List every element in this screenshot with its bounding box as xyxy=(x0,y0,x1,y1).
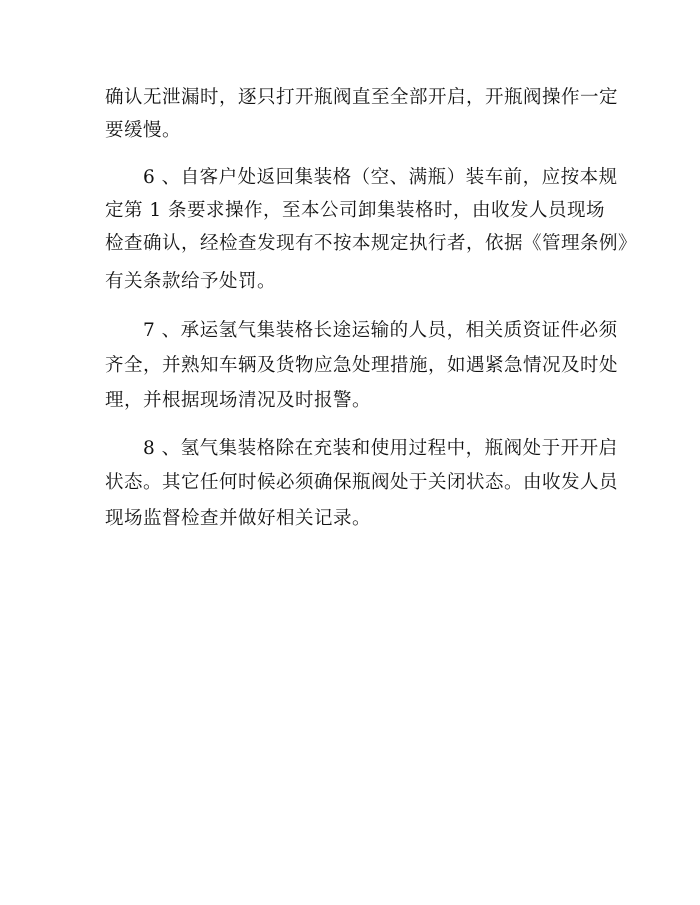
paragraph-7-line-1: 7 、承运氢气集装格长途运输的人员，相关质资证件必须 xyxy=(143,320,618,341)
paragraph-8-line-1: 8 、氢气集装格除在充装和使用过程中，瓶阀处于开开启 xyxy=(143,438,618,459)
paragraph-6-line-4: 有关条款给予处罚。 xyxy=(105,271,277,292)
paragraph-1-line-1: 确认无泄漏时，逐只打开瓶阀直至全部开启，开瓶阀操作一定 xyxy=(105,87,619,108)
paragraph-6-line-1: 6 、自客户处返回集装格（空、满瓶）装车前，应按本规 xyxy=(143,167,618,188)
paragraph-7-line-3: 理，并根据现场清况及时报警。 xyxy=(105,390,372,411)
paragraph-8-line-2: 状态。其它任何时候必须确保瓶阀处于关闭状态。由收发人员 xyxy=(105,472,619,493)
paragraph-1-line-2: 要缓慢。 xyxy=(105,120,182,141)
paragraph-6-line-3: 检查确认，经检查发现有不按本规定执行者，依据《管理条例》 xyxy=(105,233,638,254)
paragraph-7-line-2: 齐全，并熟知车辆及货物应急处理措施，如遇紧急情况及时处 xyxy=(105,355,619,376)
paragraph-8-line-3: 现场监督检查并做好相关记录。 xyxy=(105,508,372,529)
paragraph-6-line-2: 定第 1 条要求操作，至本公司卸集装格时，由收发人员现场 xyxy=(105,200,606,221)
